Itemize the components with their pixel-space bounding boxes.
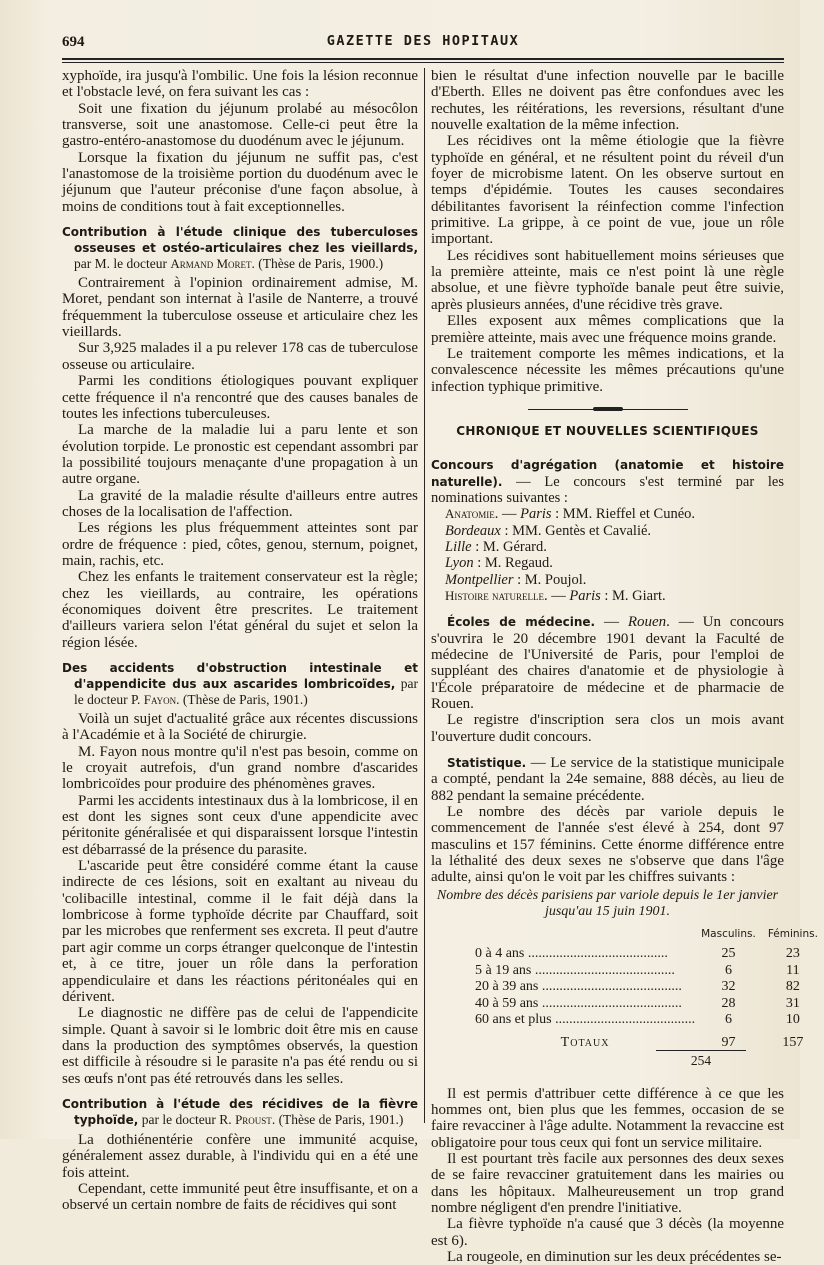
thesis-title: Contribution à l'étude clinique des tuberculoses osseuses et ostéo-articulaires chez les vieillards, bbox=[62, 225, 418, 256]
city-label: Rouen bbox=[627, 614, 667, 631]
paragraph: Sur 3,925 malades il a pu relever 178 cas de tuberculose osseuse ou articulaire. bbox=[62, 340, 418, 373]
thesis-source: . (Thèse de Paris, 1900.) bbox=[251, 256, 384, 272]
header-rule-thin bbox=[62, 62, 784, 63]
nomination-item bbox=[431, 588, 784, 604]
nomination-item bbox=[431, 539, 784, 555]
paragraph: xyphoïde, ira jusqu'à l'ombilic. Une fois la lésion reconnue et l'obstacle levé, on fera suivant les cas : bbox=[62, 68, 418, 101]
nominee-names: : M. Poujol. bbox=[513, 571, 587, 588]
news-heading: Écoles de médecine. bbox=[447, 615, 596, 630]
section-title: CHRONIQUE ET NOUVELLES SCIENTIFIQUES bbox=[456, 423, 759, 438]
paragraph: La dothiénentérie confère une immunité acquise, généralement assez durable, à l'individu qui en a été une fois atteint. bbox=[62, 1131, 418, 1181]
female-count: 10 bbox=[785, 1012, 800, 1028]
paragraph bbox=[431, 755, 784, 804]
paragraph: La fièvre typhoïde n'a causé que 3 décès (la moyenne est 6). bbox=[431, 1216, 784, 1249]
news-text: — Le service de la statistique municipale a compté, pendant la 24e semaine, 888 décès, au lieu de 882 pendant la semaine précédente. bbox=[431, 755, 784, 804]
thesis-byline: par le docteur P. bbox=[74, 676, 418, 707]
nominee-names: : M. Regaud. bbox=[473, 555, 553, 572]
paragraph bbox=[431, 614, 784, 712]
table-title bbox=[431, 888, 784, 920]
paragraph: Les récidives sont habituellement moins sérieuses que la première atteinte, mais ce n'est point là une règle absolue, et une fièvre typhoïde banale peut être suivie, après plusieurs années, d'une récidive très grave. bbox=[431, 247, 784, 313]
thesis-byline: par le docteur R. bbox=[138, 1111, 236, 1127]
paragraph: Contrairement à l'opinion ordinairement admise, M. Moret, pendant son internat à l'asile de Nanterre, a trouvé fréquemment la tuberculose osseuse et articulaire chez les vieillards. bbox=[62, 275, 418, 341]
discipline-label: Anatomie bbox=[445, 506, 495, 522]
page-header bbox=[62, 30, 784, 58]
age-group-label: 20 à 39 ans ........................................ bbox=[475, 979, 682, 995]
female-count: 82 bbox=[785, 979, 800, 995]
separator-text: — bbox=[595, 614, 628, 631]
paragraph: La rougeole, en diminution sur les deux précédentes se- bbox=[447, 1248, 782, 1265]
table-row bbox=[475, 1012, 824, 1029]
age-group-label: 0 à 4 ans ........................................ bbox=[475, 946, 668, 962]
paragraph: Lorsque la fixation du jéjunum ne suffit pas, c'est l'anastomose de la troisième portion du duodénum avec le jéjunum que l'auteur préconise d'une façon absolue, à moins de conditions tout à fait exceptionnelles. bbox=[62, 149, 418, 215]
table-row bbox=[475, 946, 824, 963]
table-header-row bbox=[475, 926, 824, 946]
paragraph: Soit une fixation du jéjunum prolabé au mésocôlon transverse, soit une anastomose. Celle-ci peut être la gastro-entéro-anastomose du duodénum avec le jéjunum. bbox=[62, 100, 418, 150]
nominee-names: : M. Giart. bbox=[600, 587, 666, 604]
paragraph: Voilà un sujet d'actualité grâce aux récentes discussions à l'Académie et à la Société de chirurgie. bbox=[62, 711, 418, 744]
column-divider bbox=[424, 68, 425, 1123]
paragraph: bien le résultat d'une infection nouvelle par le bacille d'Eberth. Elles ne doivent pas être confondues avec les rechutes, les réitérations, les reversions, résultant d'une nouvelle exaltation de la même infection. bbox=[431, 68, 784, 134]
paragraph: Le traitement comporte les mêmes indications, et la convalescence nécessite les mêmes précautions qu'une infection typhique primitive. bbox=[431, 345, 784, 395]
table-title-line: Nombre des décès parisiens par variole depuis le 1er janvier bbox=[436, 887, 779, 903]
paragraph: Le diagnostic ne diffère pas de celui de l'appendicite simple. Quant à savoir si le lombric doit être mis en cause dans la production des symptômes observés, la question est difficile à résoudre si le parasite n'a pas été rendu ou si ses œufs n'ont pas été retrouvés dans les selles. bbox=[62, 1005, 418, 1087]
city-label: Lyon bbox=[445, 555, 474, 572]
thesis-heading bbox=[62, 660, 418, 707]
total-label: Totaux bbox=[560, 1034, 610, 1050]
paragraph: Il est pourtant très facile aux personnes des deux sexes de se faire revacciner gratuitement dans les mairies ou dans les hôpitaux. Malheureusement un trop grand nombre négligent d'en prendre l'initiative. bbox=[431, 1150, 784, 1216]
grand-total: 254 bbox=[646, 1053, 756, 1069]
nomination-item bbox=[431, 555, 784, 571]
paragraph: L'ascaride peut être considéré comme étant la cause indirecte de ces lésions, soit en exaltant au niveau du 'colibacille intestinal, comme il le fait déjà dans la lombricose à forme typhoïde décrite par Chauffard, soit par les microbes que renferment ses excreta. Il peut d'autre part agir comme un corps étranger quelconque de l'intestin et, à ce titre, jouer un rôle dans la perforation appendiculaire et dans les réactions péritonéales qui en dérivent. bbox=[62, 858, 418, 1005]
table-total-row bbox=[475, 1029, 824, 1052]
paragraph: Parmi les conditions étiologiques pouvant expliquer cette fréquence il n'a rencontré que des causes banales de toutes les infections tuberculeuses. bbox=[62, 373, 418, 422]
column-header: Féminins. bbox=[767, 927, 818, 940]
female-count: 11 bbox=[786, 962, 800, 978]
thesis-heading bbox=[62, 1096, 418, 1128]
paragraph: Le registre d'inscription sera clos un mois avant l'ouverture dudit concours. bbox=[431, 712, 784, 745]
paragraph: M. Fayon nous montre qu'il n'est pas besoin, comme on le croyait autrefois, d'un grand nombre d'ascarides lombricoïdes pour produire des phénomènes graves. bbox=[62, 743, 418, 793]
thesis-source: . (Thèse de Paris, 1901.) bbox=[176, 692, 308, 707]
thesis-author: Armand Moret bbox=[170, 256, 252, 272]
nominee-names: : MM. Rieffel et Cunéo. bbox=[551, 506, 696, 523]
table-title-line: jusqu'au 15 juin 1901. bbox=[544, 903, 671, 919]
thesis-title: Des accidents d'obstruction intestinale et d'appendicite dus aux ascarides lombricoïdes, bbox=[62, 661, 418, 691]
age-group-label: 40 à 59 ans ........................................ bbox=[475, 995, 682, 1011]
thesis-author: Proust bbox=[235, 1111, 272, 1127]
column-header: Masculins. bbox=[701, 927, 756, 940]
city-label: Montpellier bbox=[445, 571, 514, 588]
competition-heading: Concours d'agrégation (anatomie et histoire naturelle). bbox=[431, 458, 784, 489]
nominee-names: : MM. Gentès et Cavalié. bbox=[500, 522, 652, 539]
female-count: 23 bbox=[785, 946, 800, 962]
paragraph: La marche de la maladie lui a paru lente et son évolution torpide. Le pronostic est cependant assombri par la possibilité toujours menaçante d'une propagation à un autre organe. bbox=[62, 422, 418, 488]
paragraph: La gravité de la maladie résulte d'ailleurs entre autres choses de la localisation de l'affection. bbox=[62, 487, 418, 520]
paragraph: Les régions les plus fréquemment atteintes sont par ordre de fréquence : pied, côtes, genou, sternum, poignet, main, rachis, etc. bbox=[62, 520, 418, 569]
thesis-heading bbox=[62, 224, 418, 271]
deaths-table bbox=[475, 926, 824, 1051]
news-heading: Statistique. bbox=[447, 756, 527, 771]
city-label: Lille bbox=[445, 538, 472, 555]
nomination-item bbox=[431, 506, 784, 522]
competition-text: — Le concours s'est terminé par les nominations suivantes : bbox=[431, 473, 784, 506]
page-number: 694 bbox=[62, 34, 85, 50]
nomination-item bbox=[431, 523, 784, 539]
city-label: Paris bbox=[569, 587, 601, 604]
table-row bbox=[475, 996, 824, 1013]
city-label: Bordeaux bbox=[445, 522, 501, 539]
thesis-byline: par M. le docteur bbox=[74, 256, 171, 272]
paragraph: Les récidives ont la même étiologie que la fièvre typhoïde en général, et ne résultent point du réveil d'un foyer de microbisme latent. On les observe surtout en temps d'épidémie. Toutes les causes secondaires débilitantes favorisent la réinfection comme l'infection primitive. La grippe, à ce point de vue, joue un rôle important. bbox=[431, 133, 784, 248]
male-count: 28 bbox=[721, 995, 736, 1011]
section-separator bbox=[528, 407, 688, 413]
nominee-names: : M. Gérard. bbox=[471, 538, 547, 555]
paragraph: Elles exposent aux mêmes complications que la première atteinte, mais avec une fréquence moins grande. bbox=[431, 313, 784, 346]
nominations-list bbox=[431, 457, 784, 604]
table-row bbox=[475, 979, 824, 996]
discipline-label: Histoire naturelle bbox=[445, 587, 544, 603]
nomination-item bbox=[431, 572, 784, 588]
header-rule-thick bbox=[62, 58, 784, 60]
paragraph: Le nombre des décès par variole depuis le commencement de l'année s'est élevé à 254, dont 97 masculins et 157 féminins. Cette énorme différence entre la léthalité des deux sexes ne s'observe que dans l'âge adulte, ainsi qu'on le voit par les chiffres suivants : bbox=[431, 804, 784, 886]
journal-title: GAZETTE DES HOPITAUX bbox=[326, 33, 520, 49]
news-text: . — Un concours s'ouvrira le 20 décembre 1901 devant la Faculté de médecine de l'Université de Paris, pour l'emploi de suppléant des chaires d'anatomie et de physiologie à l'École préparatoire de médecine et de pharmacie de Rouen. bbox=[431, 614, 785, 713]
table-row bbox=[475, 963, 824, 980]
competition-paragraph bbox=[431, 457, 784, 506]
separator-text: . — bbox=[543, 587, 570, 604]
male-total: 97 bbox=[721, 1034, 736, 1050]
male-count: 6 bbox=[724, 1012, 732, 1028]
thesis-author: Fayon bbox=[143, 692, 177, 707]
thesis-source: . (Thèse de Paris, 1901.) bbox=[271, 1111, 404, 1127]
separator-text: . — bbox=[494, 506, 521, 523]
paragraph: Chez les enfants le traitement conservateur est la règle; chez les vieillards, au contraire, les opérations économiques doivent être prescrites. Le traitement d'ailleurs variera selon l'état général du sujet et selon la région lésée. bbox=[62, 569, 418, 651]
paragraph: Parmi les accidents intestinaux dus à la lombricose, il en est dont les signes sont ceux d'une appendicite avec péritonite généralisée et qui disparaissent lorsque l'intestin est débarrassé de la présence du parasite. bbox=[62, 792, 418, 858]
left-column bbox=[62, 68, 418, 1214]
male-count: 25 bbox=[721, 946, 736, 962]
female-count: 31 bbox=[785, 995, 800, 1011]
news-item bbox=[431, 755, 784, 886]
news-item bbox=[431, 614, 784, 745]
right-column bbox=[431, 68, 818, 1265]
male-count: 32 bbox=[721, 979, 736, 995]
age-group-label: 5 à 19 ans ........................................ bbox=[475, 962, 675, 978]
male-count: 6 bbox=[724, 962, 732, 978]
female-total: 157 bbox=[782, 1034, 804, 1050]
column-header bbox=[475, 926, 695, 946]
thesis-title: Contribution à l'étude des récidives de la fièvre typhoïde, bbox=[62, 1096, 418, 1127]
age-group-label: 60 ans et plus ........................................ bbox=[475, 1012, 696, 1028]
city-label: Paris bbox=[520, 506, 552, 523]
paragraph: Il est permis d'attribuer cette différence à ce que les hommes ont, bien plus que les femmes, occasion de se faire revacciner à l'âge adulte. Notamment la revaccine est obligatoire pour tous ceux qui font un service militaire. bbox=[431, 1085, 784, 1151]
paragraph: Cependant, cette immunité peut être insuffisante, et on a observé un certain nombre de faits de récidives qui sont bbox=[62, 1180, 418, 1214]
